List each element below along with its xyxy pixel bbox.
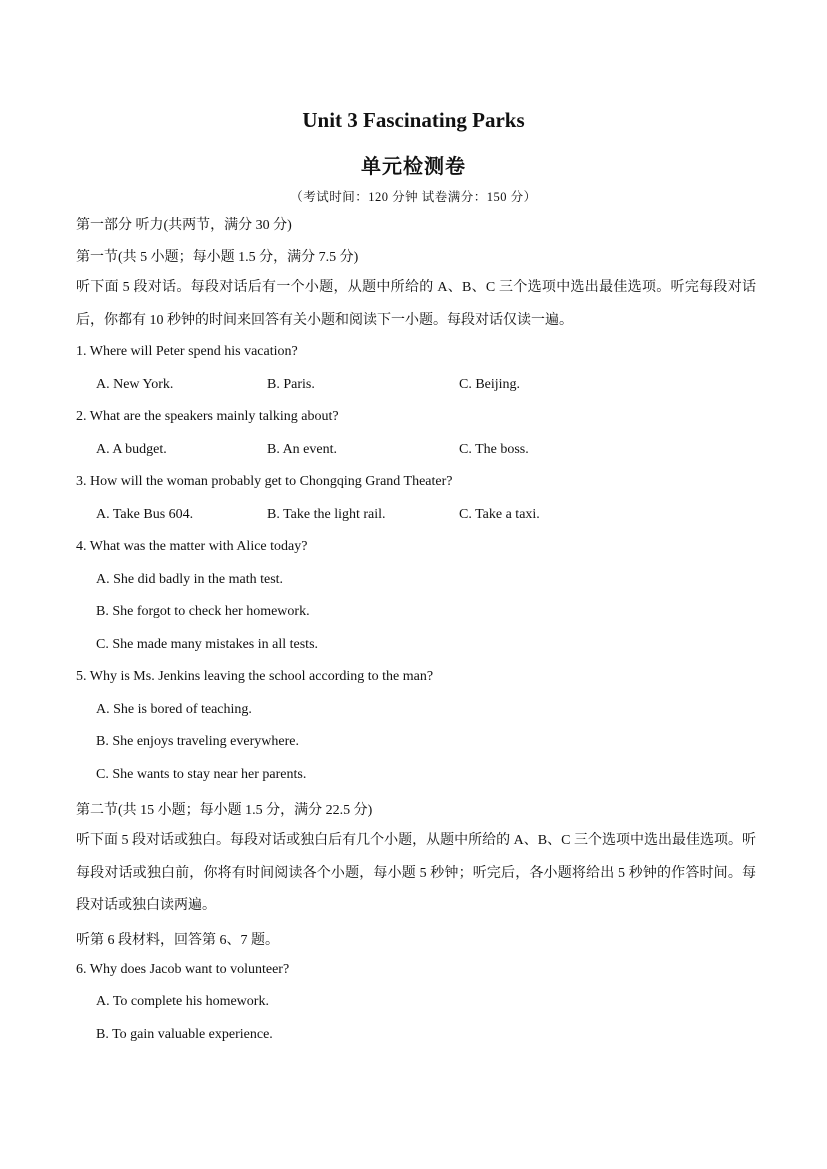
section2-heading: 第二节(共 15 小题；每小题 1.5 分，满分 22.5 分) <box>76 803 373 818</box>
option-a: A. She is bored of teaching. <box>96 702 252 717</box>
question-stem: 5. Why is Ms. Jenkins leaving the school according to the man? <box>76 669 434 684</box>
option-b: B. She forgot to check her homework. <box>96 604 310 619</box>
page-subtitle: 单元检测卷 <box>361 156 466 178</box>
part1-heading: 第一部分 听力(共两节，满分 30 分) <box>76 218 292 233</box>
question-stem: 3. How will the woman probably get to Chongqing Grand Theater? <box>76 474 453 489</box>
option-c: C. She made many mistakes in all tests. <box>96 637 319 652</box>
question-stem: 1. Where will Peter spend his vacation? <box>76 344 298 359</box>
option-b: B. An event. <box>267 442 337 457</box>
option-a: A. She did badly in the math test. <box>96 572 284 587</box>
section1-instructions: 听下面 5 段对话。每段对话后有一个小题，从题中所给的 A、B、C 三个选项中选出最佳选项。听完每段对话后，你都有 10 秒钟的时间来回答有关小题和阅读下一小题。每段对话仅读一遍。 <box>76 280 756 328</box>
page-title: Unit 3 Fascinating Parks <box>302 108 525 132</box>
option-b: B. Take the light rail. <box>267 507 386 522</box>
question-stem: 6. Why does Jacob want to volunteer? <box>76 962 290 977</box>
option-a: A. To complete his homework. <box>96 994 269 1009</box>
option-b: B. Paris. <box>267 377 315 392</box>
option-b: B. To gain valuable experience. <box>96 1027 273 1042</box>
exam-info: （考试时间：120 分钟 试卷满分：150 分） <box>290 190 537 204</box>
question-stem: 4. What was the matter with Alice today? <box>76 539 308 554</box>
option-a: A. A budget. <box>96 442 167 457</box>
option-c: C. Take a taxi. <box>459 507 540 522</box>
option-c: C. She wants to stay near her parents. <box>96 767 307 782</box>
option-a: A. Take Bus 604. <box>96 507 194 522</box>
section2-instructions: 听下面 5 段对话或独白。每段对话或独白后有几个小题，从题中所给的 A、B、C 三个选项中选出最佳选项。听每段对话或独白前，你将有时间阅读各个小题，每小题 5 秒钟；听完后，各小题将给出 5 秒钟的作答时间。每段对话或独白读两遍。 <box>76 833 756 913</box>
section1-heading: 第一节(共 5 小题；每小题 1.5 分，满分 7.5 分) <box>76 250 359 265</box>
material-note: 听第 6 段材料，回答第 6、7 题。 <box>76 933 279 948</box>
option-a: A. New York. <box>96 377 174 392</box>
option-c: C. The boss. <box>459 442 529 457</box>
question-stem: 2. What are the speakers mainly talking about? <box>76 409 339 424</box>
option-c: C. Beijing. <box>459 377 521 392</box>
option-b: B. She enjoys traveling everywhere. <box>96 734 299 749</box>
